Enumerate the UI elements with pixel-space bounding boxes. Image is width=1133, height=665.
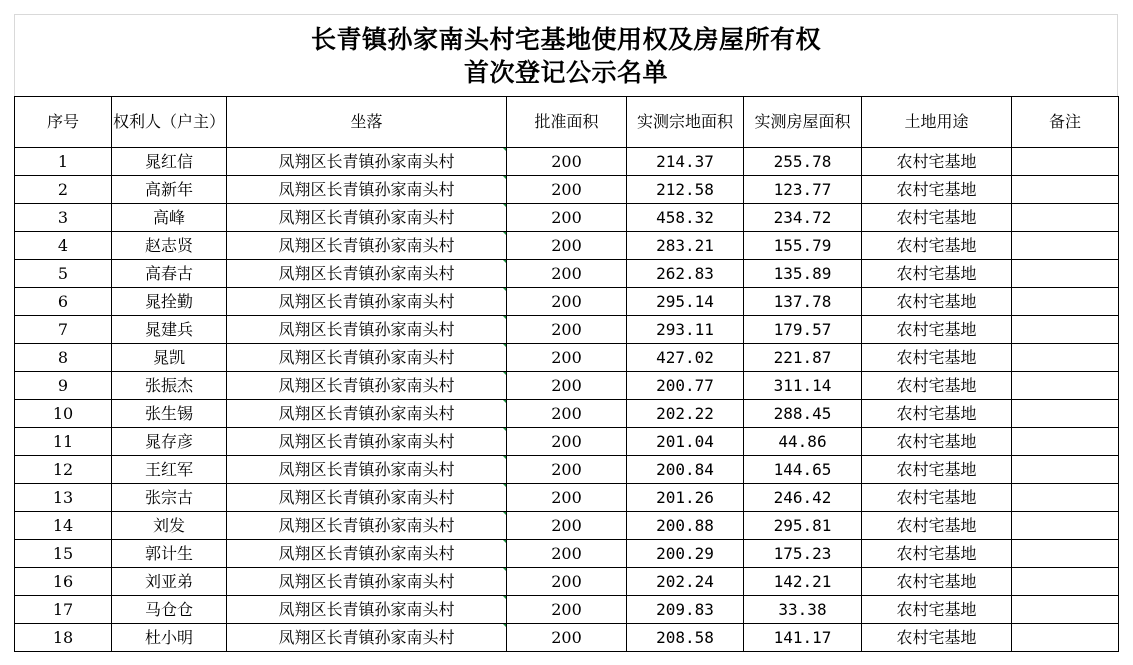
location-cell[interactable]	[227, 232, 507, 260]
house-area-cell[interactable]: 246.42	[744, 484, 862, 512]
location-text: 凤翔区长青镇孙家南头村	[278, 236, 455, 255]
approved-area-cell[interactable]: 200	[507, 288, 627, 316]
cell-indicator-icon	[502, 372, 507, 377]
header-row	[15, 97, 1119, 148]
table-row	[15, 484, 1119, 512]
location-cell[interactable]	[227, 344, 507, 372]
land-area-cell[interactable]: 427.02	[627, 344, 744, 372]
land-area-cell[interactable]: 201.26	[627, 484, 744, 512]
cell-indicator-icon	[502, 260, 507, 265]
remark-cell[interactable]	[1012, 512, 1119, 540]
house-area-cell[interactable]: 33.38	[744, 596, 862, 624]
owner-cell[interactable]: 张宗古	[112, 484, 227, 512]
cell-indicator-icon	[502, 512, 507, 517]
remark-cell[interactable]	[1012, 316, 1119, 344]
location-text: 凤翔区长青镇孙家南头村	[278, 600, 455, 619]
table-row	[15, 232, 1119, 260]
land-area-cell[interactable]: 202.24	[627, 568, 744, 596]
house-area-cell[interactable]: 179.57	[744, 316, 862, 344]
house-area-cell[interactable]: 288.45	[744, 400, 862, 428]
house-area-cell[interactable]: 44.86	[744, 428, 862, 456]
table-row	[15, 288, 1119, 316]
house-area-cell[interactable]: 175.23	[744, 540, 862, 568]
owner-cell[interactable]: 晁建兵	[112, 316, 227, 344]
cell-indicator-icon	[502, 316, 507, 321]
land-use-cell[interactable]: 农村宅基地	[862, 596, 1012, 624]
location-cell[interactable]	[227, 540, 507, 568]
location-text: 凤翔区长青镇孙家南头村	[278, 460, 455, 479]
land-use-cell[interactable]: 农村宅基地	[862, 484, 1012, 512]
serial-cell[interactable]: 10	[15, 400, 112, 428]
land-area-cell[interactable]: 293.11	[627, 316, 744, 344]
land-use-cell[interactable]: 农村宅基地	[862, 428, 1012, 456]
location-text: 凤翔区长青镇孙家南头村	[278, 488, 455, 507]
land-area-cell[interactable]: 200.77	[627, 372, 744, 400]
location-cell[interactable]	[227, 428, 507, 456]
table-row	[15, 428, 1119, 456]
owner-cell[interactable]: 晁红信	[112, 148, 227, 176]
table-row	[15, 372, 1119, 400]
table-body	[15, 148, 1119, 652]
house-area-cell[interactable]: 155.79	[744, 232, 862, 260]
serial-cell[interactable]: 1	[15, 148, 112, 176]
table-row	[15, 400, 1119, 428]
serial-cell[interactable]: 3	[15, 204, 112, 232]
location-cell[interactable]	[227, 512, 507, 540]
cell-indicator-icon	[502, 176, 507, 181]
approved-area-cell[interactable]: 200	[507, 372, 627, 400]
location-text: 凤翔区长青镇孙家南头村	[278, 264, 455, 283]
table-row	[15, 260, 1119, 288]
house-area-cell[interactable]: 311.14	[744, 372, 862, 400]
serial-cell[interactable]: 2	[15, 176, 112, 204]
location-cell[interactable]	[227, 204, 507, 232]
table-row	[15, 176, 1119, 204]
owner-cell[interactable]: 张振杰	[112, 372, 227, 400]
remark-cell[interactable]	[1012, 484, 1119, 512]
remark-cell[interactable]	[1012, 428, 1119, 456]
approved-area-cell[interactable]: 200	[507, 260, 627, 288]
header-cell[interactable]: 序号	[15, 97, 112, 148]
cell-indicator-icon	[502, 624, 507, 629]
header-cell[interactable]: 权利人（户主）	[112, 97, 227, 148]
cell-indicator-icon	[502, 344, 507, 349]
remark-cell[interactable]	[1012, 232, 1119, 260]
house-area-cell[interactable]: 144.65	[744, 456, 862, 484]
remark-cell[interactable]	[1012, 288, 1119, 316]
cell-indicator-icon	[502, 540, 507, 545]
location-cell[interactable]	[227, 596, 507, 624]
owner-cell[interactable]: 杜小明	[112, 624, 227, 652]
table-row	[15, 540, 1119, 568]
approved-area-cell[interactable]: 200	[507, 204, 627, 232]
land-use-cell[interactable]: 农村宅基地	[862, 176, 1012, 204]
land-use-cell[interactable]: 农村宅基地	[862, 316, 1012, 344]
table-row	[15, 148, 1119, 176]
approved-area-cell[interactable]: 200	[507, 484, 627, 512]
table-row	[15, 456, 1119, 484]
land-use-cell[interactable]: 农村宅基地	[862, 148, 1012, 176]
land-use-cell[interactable]: 农村宅基地	[862, 260, 1012, 288]
header-cell[interactable]: 实测房屋面积	[744, 97, 862, 148]
table-row	[15, 316, 1119, 344]
remark-cell[interactable]	[1012, 540, 1119, 568]
land-area-cell[interactable]: 295.14	[627, 288, 744, 316]
land-area-cell[interactable]: 208.58	[627, 624, 744, 652]
house-area-cell[interactable]: 141.17	[744, 624, 862, 652]
owner-cell[interactable]: 晁凯	[112, 344, 227, 372]
serial-cell[interactable]: 8	[15, 344, 112, 372]
approved-area-cell[interactable]: 200	[507, 176, 627, 204]
table-row	[15, 624, 1119, 652]
house-area-cell[interactable]: 295.81	[744, 512, 862, 540]
serial-cell[interactable]: 16	[15, 568, 112, 596]
cell-indicator-icon	[502, 400, 507, 405]
approved-area-cell[interactable]: 200	[507, 512, 627, 540]
cell-indicator-icon	[502, 232, 507, 237]
land-area-cell[interactable]: 212.58	[627, 176, 744, 204]
house-area-cell[interactable]: 255.78	[744, 148, 862, 176]
remark-cell[interactable]	[1012, 260, 1119, 288]
remark-cell[interactable]	[1012, 456, 1119, 484]
header-cell[interactable]: 坐落	[227, 97, 507, 148]
location-text: 凤翔区长青镇孙家南头村	[278, 320, 455, 339]
approved-area-cell[interactable]: 200	[507, 624, 627, 652]
header-cell[interactable]: 土地用途	[862, 97, 1012, 148]
approved-area-cell[interactable]: 200	[507, 456, 627, 484]
serial-cell[interactable]: 6	[15, 288, 112, 316]
cell-indicator-icon	[502, 456, 507, 461]
serial-cell[interactable]: 5	[15, 260, 112, 288]
location-cell[interactable]	[227, 372, 507, 400]
remark-cell[interactable]	[1012, 344, 1119, 372]
location-text: 凤翔区长青镇孙家南头村	[278, 180, 455, 199]
cell-indicator-icon	[502, 148, 507, 153]
land-area-cell[interactable]: 283.21	[627, 232, 744, 260]
house-area-cell[interactable]: 221.87	[744, 344, 862, 372]
owner-cell[interactable]: 晁存彦	[112, 428, 227, 456]
cell-indicator-icon	[502, 568, 507, 573]
land-area-cell[interactable]: 202.22	[627, 400, 744, 428]
location-cell[interactable]	[227, 288, 507, 316]
land-use-cell[interactable]: 农村宅基地	[862, 512, 1012, 540]
location-cell[interactable]	[227, 260, 507, 288]
location-text: 凤翔区长青镇孙家南头村	[278, 376, 455, 395]
approved-area-cell[interactable]: 200	[507, 596, 627, 624]
owner-cell[interactable]: 高春古	[112, 260, 227, 288]
approved-area-cell[interactable]: 200	[507, 316, 627, 344]
location-text: 凤翔区长青镇孙家南头村	[278, 404, 455, 423]
location-cell[interactable]	[227, 316, 507, 344]
land-area-cell[interactable]: 200.88	[627, 512, 744, 540]
header-cell[interactable]: 备注	[1012, 97, 1119, 148]
serial-cell[interactable]: 18	[15, 624, 112, 652]
land-use-cell[interactable]: 农村宅基地	[862, 288, 1012, 316]
location-text: 凤翔区长青镇孙家南头村	[278, 292, 455, 311]
remark-cell[interactable]	[1012, 624, 1119, 652]
land-area-cell[interactable]: 201.04	[627, 428, 744, 456]
table-row	[15, 568, 1119, 596]
serial-cell[interactable]: 13	[15, 484, 112, 512]
table-row	[15, 512, 1119, 540]
serial-cell[interactable]: 12	[15, 456, 112, 484]
table-row	[15, 344, 1119, 372]
land-area-cell[interactable]: 458.32	[627, 204, 744, 232]
approved-area-cell[interactable]: 200	[507, 400, 627, 428]
house-area-cell[interactable]: 142.21	[744, 568, 862, 596]
registration-table	[14, 96, 1119, 652]
land-use-cell[interactable]: 农村宅基地	[862, 624, 1012, 652]
location-cell[interactable]	[227, 568, 507, 596]
approved-area-cell[interactable]: 200	[507, 344, 627, 372]
location-text: 凤翔区长青镇孙家南头村	[278, 208, 455, 227]
location-text: 凤翔区长青镇孙家南头村	[278, 348, 455, 367]
location-cell[interactable]	[227, 148, 507, 176]
location-text: 凤翔区长青镇孙家南头村	[278, 544, 455, 563]
table-row	[15, 204, 1119, 232]
title-line-1: 长青镇孙家南头村宅基地使用权及房屋所有权	[310, 24, 821, 54]
remark-cell[interactable]	[1012, 596, 1119, 624]
land-use-cell[interactable]: 农村宅基地	[862, 568, 1012, 596]
cell-indicator-icon	[502, 484, 507, 489]
owner-cell[interactable]: 郭计生	[112, 540, 227, 568]
title-line-2: 首次登记公示名单	[463, 57, 668, 87]
house-area-cell[interactable]: 123.77	[744, 176, 862, 204]
title-block	[14, 14, 1118, 96]
cell-indicator-icon	[502, 204, 507, 209]
house-area-cell[interactable]: 135.89	[744, 260, 862, 288]
location-text: 凤翔区长青镇孙家南头村	[278, 572, 455, 591]
approved-area-cell[interactable]: 200	[507, 148, 627, 176]
location-cell[interactable]	[227, 400, 507, 428]
serial-cell[interactable]: 15	[15, 540, 112, 568]
approved-area-cell[interactable]: 200	[507, 428, 627, 456]
remark-cell[interactable]	[1012, 148, 1119, 176]
owner-cell[interactable]: 晁拴勤	[112, 288, 227, 316]
remark-cell[interactable]	[1012, 568, 1119, 596]
location-cell[interactable]	[227, 456, 507, 484]
header-cell[interactable]: 批准面积	[507, 97, 627, 148]
cell-indicator-icon	[502, 596, 507, 601]
owner-cell[interactable]: 刘发	[112, 512, 227, 540]
location-text: 凤翔区长青镇孙家南头村	[278, 516, 455, 535]
serial-cell[interactable]: 9	[15, 372, 112, 400]
owner-cell[interactable]: 王红军	[112, 456, 227, 484]
serial-cell[interactable]: 4	[15, 232, 112, 260]
cell-indicator-icon	[502, 428, 507, 433]
spreadsheet	[14, 14, 1118, 652]
serial-cell[interactable]: 17	[15, 596, 112, 624]
owner-cell[interactable]: 张生锡	[112, 400, 227, 428]
owner-cell[interactable]: 赵志贤	[112, 232, 227, 260]
house-area-cell[interactable]: 234.72	[744, 204, 862, 232]
land-use-cell[interactable]: 农村宅基地	[862, 456, 1012, 484]
serial-cell[interactable]: 14	[15, 512, 112, 540]
land-area-cell[interactable]: 214.37	[627, 148, 744, 176]
header-cell[interactable]: 实测宗地面积	[627, 97, 744, 148]
remark-cell[interactable]	[1012, 400, 1119, 428]
serial-cell[interactable]: 11	[15, 428, 112, 456]
remark-cell[interactable]	[1012, 176, 1119, 204]
location-text: 凤翔区长青镇孙家南头村	[278, 432, 455, 451]
remark-cell[interactable]	[1012, 204, 1119, 232]
location-cell[interactable]	[227, 624, 507, 652]
land-use-cell[interactable]: 农村宅基地	[862, 540, 1012, 568]
approved-area-cell[interactable]: 200	[507, 568, 627, 596]
approved-area-cell[interactable]: 200	[507, 540, 627, 568]
land-area-cell[interactable]: 209.83	[627, 596, 744, 624]
land-use-cell[interactable]: 农村宅基地	[862, 372, 1012, 400]
house-area-cell[interactable]: 137.78	[744, 288, 862, 316]
remark-cell[interactable]	[1012, 372, 1119, 400]
location-text: 凤翔区长青镇孙家南头村	[278, 628, 455, 647]
land-area-cell[interactable]: 200.29	[627, 540, 744, 568]
cell-indicator-icon	[502, 288, 507, 293]
table-row	[15, 596, 1119, 624]
land-use-cell[interactable]: 农村宅基地	[862, 232, 1012, 260]
location-cell[interactable]	[227, 484, 507, 512]
owner-cell[interactable]: 高新年	[112, 176, 227, 204]
location-cell[interactable]	[227, 176, 507, 204]
approved-area-cell[interactable]: 200	[507, 232, 627, 260]
owner-cell[interactable]: 刘亚弟	[112, 568, 227, 596]
land-use-cell[interactable]: 农村宅基地	[862, 204, 1012, 232]
owner-cell[interactable]: 高峰	[112, 204, 227, 232]
land-use-cell[interactable]: 农村宅基地	[862, 400, 1012, 428]
serial-cell[interactable]: 7	[15, 316, 112, 344]
land-use-cell[interactable]: 农村宅基地	[862, 344, 1012, 372]
land-area-cell[interactable]: 262.83	[627, 260, 744, 288]
owner-cell[interactable]: 马仓仓	[112, 596, 227, 624]
land-area-cell[interactable]: 200.84	[627, 456, 744, 484]
location-text: 凤翔区长青镇孙家南头村	[278, 152, 455, 171]
